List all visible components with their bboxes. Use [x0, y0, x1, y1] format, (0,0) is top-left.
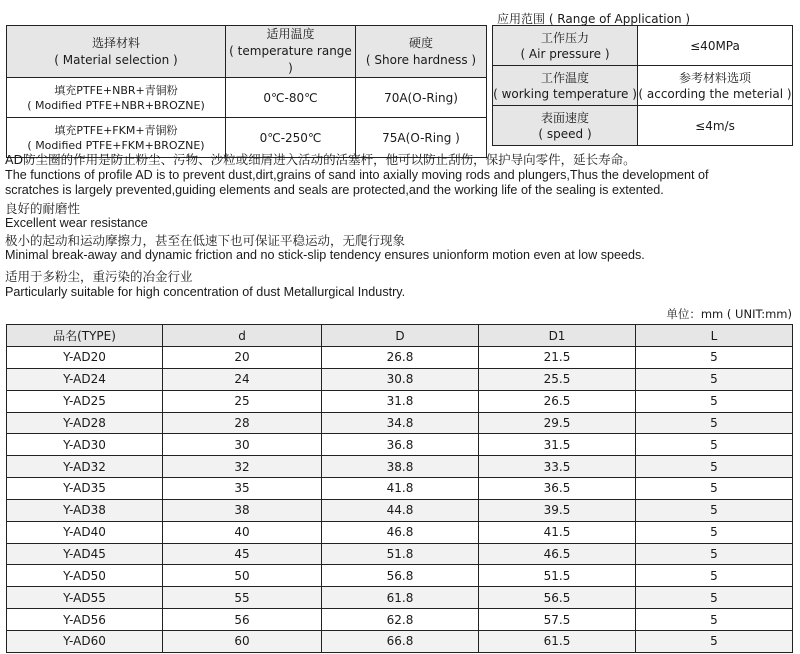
cell-line: ( Modified PTFE+NBR+BROZNE)	[27, 98, 205, 112]
dimension-table-header	[7, 325, 793, 347]
table-row	[7, 412, 793, 434]
dimension-cell: 31.5	[479, 434, 636, 456]
cell-line: ( Modified PTFE+FKM+BROZNE)	[27, 138, 205, 152]
dimension-cell: 5	[636, 456, 793, 478]
application-table-body	[493, 26, 793, 146]
application-label-cell	[493, 106, 638, 146]
table-row	[7, 390, 793, 412]
intro-zh: AD防尘圈的作用是防止粉尘、污物、沙粒或细屑进入活动的活塞杆，他可以防止刮伤，保护导向零件，延长寿命。	[5, 152, 636, 167]
table-row	[7, 434, 793, 456]
friction-en: Minimal break-away and dynamic friction and no stick-slip tendency ensures unionform motion even at low speeds.	[5, 248, 645, 262]
dimension-cell: Y-AD38	[7, 499, 163, 521]
wear-zh: 良好的耐磨性	[5, 201, 81, 216]
application-row	[493, 26, 793, 66]
dimension-cell: 51.8	[322, 543, 479, 565]
dimension-header-cell: L	[636, 325, 793, 347]
application-row	[493, 66, 793, 106]
dimension-cell: 41.8	[322, 478, 479, 500]
cell-line: ( temperature range )	[229, 44, 352, 75]
dimension-cell: 39.5	[479, 499, 636, 521]
application-row	[493, 106, 793, 146]
dimension-cell: 36.8	[322, 434, 479, 456]
table-row	[7, 565, 793, 587]
cell-line: 表面速度	[540, 110, 589, 125]
table-row	[7, 609, 793, 631]
cell-line: ( Material selection )	[54, 52, 178, 67]
dimension-cell: 5	[636, 499, 793, 521]
table-row	[7, 521, 793, 543]
table-row	[7, 499, 793, 521]
dimension-cell: Y-AD25	[7, 390, 163, 412]
dimension-header-cell: d	[163, 325, 322, 347]
dimension-cell: Y-AD32	[7, 456, 163, 478]
dimension-cell: 5	[636, 587, 793, 609]
material-table	[6, 25, 487, 158]
dimension-cell: 24	[163, 368, 322, 390]
dimension-cell: 5	[636, 478, 793, 500]
material-table-body	[7, 78, 487, 158]
cell-line: 工作温度	[540, 70, 589, 85]
dimension-cell: 44.8	[322, 499, 479, 521]
dimension-cell: 41.5	[479, 521, 636, 543]
dimension-cell: 35	[163, 478, 322, 500]
dimension-cell: 32	[163, 456, 322, 478]
dimension-cell: 62.8	[322, 609, 479, 631]
dimension-cell: 38.8	[322, 456, 479, 478]
application-label-cell	[493, 66, 638, 106]
dimension-cell: 46.5	[479, 543, 636, 565]
dimension-cell: Y-AD50	[7, 565, 163, 587]
friction-zh: 极小的起动和运动摩擦力，甚至在低速下也可保证平稳运动，无爬行现象	[5, 233, 406, 248]
dimension-cell: 29.5	[479, 412, 636, 434]
dimension-cell: 30.8	[322, 368, 479, 390]
dimension-cell: 31.8	[322, 390, 479, 412]
dimension-cell: Y-AD56	[7, 609, 163, 631]
dimension-cell: 5	[636, 347, 793, 369]
cell-line: ( Shore hardness )	[365, 52, 477, 67]
dimension-cell: 30	[163, 434, 322, 456]
dimension-header-cell: D	[322, 325, 479, 347]
application-title: 应用范围 ( Range of Application )	[497, 12, 691, 26]
material-row	[7, 78, 487, 118]
table-row	[7, 587, 793, 609]
dimension-cell: 57.5	[479, 609, 636, 631]
dimension-cell: 5	[636, 434, 793, 456]
dimension-cell: 26.8	[322, 347, 479, 369]
cell-line: 硬度	[408, 35, 433, 50]
dimension-cell: 46.8	[322, 521, 479, 543]
unit-label: 单位：mm ( UNIT:mm)	[666, 307, 792, 321]
cell-line: 适用温度	[266, 27, 315, 41]
dimension-cell: 5	[636, 521, 793, 543]
table-row	[7, 478, 793, 500]
dimension-cell: 26.5	[479, 390, 636, 412]
dimension-cell: Y-AD45	[7, 543, 163, 565]
dimension-cell: 28	[163, 412, 322, 434]
dimension-cell: 40	[163, 521, 322, 543]
cell-line: ≤40MPa	[690, 38, 740, 53]
cell-line: 工作压力	[540, 30, 589, 45]
cell-line: ≤4m/s	[695, 118, 735, 133]
table-row	[7, 456, 793, 478]
dimension-cell: 5	[636, 368, 793, 390]
material-header-cell	[226, 26, 356, 78]
dimension-cell: 34.8	[322, 412, 479, 434]
dimension-table-body	[7, 347, 793, 653]
cell-line: ( according the meterial )	[638, 86, 792, 101]
dimension-cell: 56.5	[479, 587, 636, 609]
dimension-table	[6, 324, 793, 653]
dimension-cell: 5	[636, 630, 793, 652]
dimension-cell: 55	[163, 587, 322, 609]
dimension-header-cell: 品名(TYPE)	[7, 325, 163, 347]
temperature-cell: 0℃-80℃	[226, 78, 356, 118]
dimension-cell: 45	[163, 543, 322, 565]
dimension-cell: 5	[636, 543, 793, 565]
dimension-cell: 61.5	[479, 630, 636, 652]
dimension-cell: 56.8	[322, 565, 479, 587]
dimension-cell: 51.5	[479, 565, 636, 587]
intro-en-line1: The functions of profile AD is to prevent dust,dirt,grains of sand into axially moving rods and plungers,Thus the development of	[5, 168, 709, 182]
table-row	[7, 368, 793, 390]
table-row	[7, 630, 793, 652]
dimension-cell: 56	[163, 609, 322, 631]
dimension-cell: 20	[163, 347, 322, 369]
material-header-cell	[356, 26, 487, 78]
temperature-cell: 0℃-250℃	[226, 118, 356, 158]
dimension-cell: 61.8	[322, 587, 479, 609]
dust-zh: 适用于多粉尘，重污染的冶金行业	[5, 269, 193, 284]
dimension-cell: 50	[163, 565, 322, 587]
cell-line: 选择材料	[91, 35, 140, 50]
application-value-cell	[638, 26, 793, 66]
dimension-cell: Y-AD55	[7, 587, 163, 609]
application-value-cell	[638, 66, 793, 106]
dimension-cell: 21.5	[479, 347, 636, 369]
cell-line: 填充PTFE+NBR+青铜粉	[54, 83, 178, 97]
application-table	[492, 25, 793, 146]
dimension-cell: Y-AD35	[7, 478, 163, 500]
dimension-cell: 33.5	[479, 456, 636, 478]
dimension-cell: 5	[636, 412, 793, 434]
hardness-cell: 70A(O-Ring)	[356, 78, 487, 118]
dimension-cell: 5	[636, 390, 793, 412]
application-value-cell	[638, 106, 793, 146]
dimension-cell: Y-AD30	[7, 434, 163, 456]
cell-line: ( working temperature )	[493, 86, 637, 101]
cell-line: ( Air pressure )	[520, 46, 610, 61]
cell-line: 填充PTFE+FKM+青铜粉	[54, 123, 178, 137]
dimension-header-cell: D1	[479, 325, 636, 347]
dimension-cell: 25.5	[479, 368, 636, 390]
dimension-cell: Y-AD24	[7, 368, 163, 390]
dimension-cell: 5	[636, 609, 793, 631]
dimension-cell: Y-AD60	[7, 630, 163, 652]
dimension-cell: 38	[163, 499, 322, 521]
dimension-cell: 36.5	[479, 478, 636, 500]
dimension-cell: 25	[163, 390, 322, 412]
dimension-cell: 60	[163, 630, 322, 652]
hardness-cell: 75A(O-Ring )	[356, 118, 487, 158]
table-row	[7, 347, 793, 369]
dimension-cell: Y-AD20	[7, 347, 163, 369]
dimension-cell: Y-AD40	[7, 521, 163, 543]
intro-en-line2: scratches is largely prevented,guiding elements and seals are protected,and the working life of the sealing is extented.	[5, 183, 664, 197]
material-header-cell	[7, 26, 226, 78]
table-row	[7, 543, 793, 565]
material-table-header	[7, 26, 487, 78]
dimension-cell: 66.8	[322, 630, 479, 652]
cell-line: ( speed )	[538, 126, 592, 141]
application-label-cell	[493, 26, 638, 66]
dimension-cell: Y-AD28	[7, 412, 163, 434]
dust-en: Particularly suitable for high concentration of dust Metallurgical Industry.	[5, 285, 406, 299]
material-cell	[7, 78, 226, 118]
cell-line: 参考材料选项	[678, 70, 751, 85]
dimension-cell: 5	[636, 565, 793, 587]
wear-en: Excellent wear resistance	[5, 216, 148, 230]
